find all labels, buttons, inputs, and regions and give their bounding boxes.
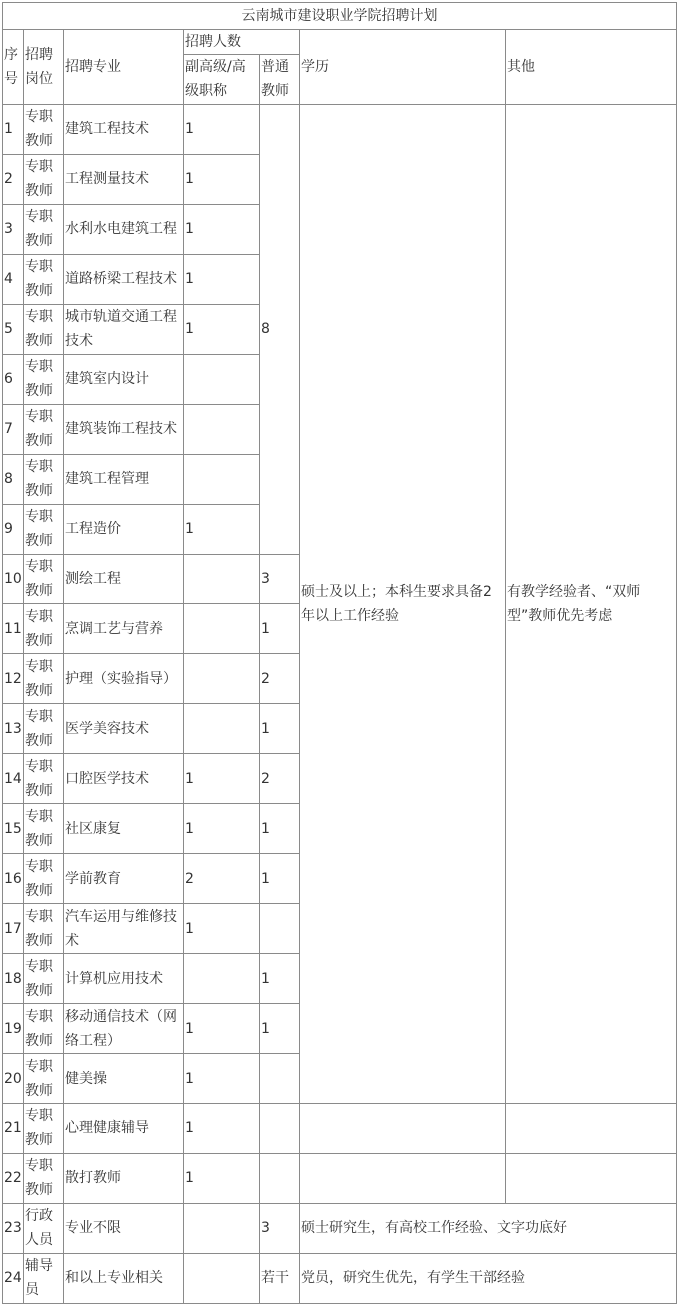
row-major: 水利水电建筑工程 xyxy=(64,204,184,254)
row-position: 专职教师 xyxy=(24,404,64,454)
row-senior-count xyxy=(184,604,260,654)
row-major: 计算机应用技术 xyxy=(64,954,184,1004)
row-senior-count xyxy=(184,454,260,504)
row-index: 18 xyxy=(3,954,24,1004)
row-senior-count xyxy=(184,654,260,704)
row-position: 专职教师 xyxy=(24,904,64,954)
row-index: 6 xyxy=(3,354,24,404)
regular-count-group: 8 xyxy=(260,104,300,554)
table-body xyxy=(3,3,677,1304)
row-index: 15 xyxy=(3,804,24,854)
header-regular: 普通教师 xyxy=(260,54,300,104)
row-regular-count xyxy=(260,1153,300,1203)
row-senior-count xyxy=(184,404,260,454)
row-senior-count xyxy=(184,1253,260,1303)
row-major: 心理健康辅导 xyxy=(64,1104,184,1154)
row-index: 3 xyxy=(3,204,24,254)
row-position: 专职教师 xyxy=(24,954,64,1004)
table-row xyxy=(3,1104,677,1154)
row-regular-count: 2 xyxy=(260,654,300,704)
row-regular-count: 1 xyxy=(260,954,300,1004)
row-position: 专职教师 xyxy=(24,804,64,854)
row-major: 建筑工程技术 xyxy=(64,104,184,154)
header-other: 其他 xyxy=(506,29,677,104)
row-position: 专职教师 xyxy=(24,1004,64,1054)
row-major: 烹调工艺与营养 xyxy=(64,604,184,654)
row-senior-count: 1 xyxy=(184,1054,260,1104)
row-senior-count: 1 xyxy=(184,754,260,804)
row-major: 学前教育 xyxy=(64,854,184,904)
row-major: 汽车运用与维修技术 xyxy=(64,904,184,954)
table-row xyxy=(3,1253,677,1303)
row-position: 专职教师 xyxy=(24,304,64,354)
row-regular-count: 1 xyxy=(260,1004,300,1054)
row-major: 护理（实验指导） xyxy=(64,654,184,704)
row-major: 健美操 xyxy=(64,1054,184,1104)
row-index: 20 xyxy=(3,1054,24,1104)
row-position: 专职教师 xyxy=(24,454,64,504)
row-position: 辅导员 xyxy=(24,1253,64,1303)
row-position: 专职教师 xyxy=(24,104,64,154)
row-senior-count xyxy=(184,354,260,404)
row-index: 8 xyxy=(3,454,24,504)
row-index: 7 xyxy=(3,404,24,454)
row-index: 23 xyxy=(3,1203,24,1253)
row-index: 13 xyxy=(3,704,24,754)
recruitment-table xyxy=(2,2,677,1304)
row-senior-count xyxy=(184,704,260,754)
row-major: 散打教师 xyxy=(64,1153,184,1203)
row-position: 专职教师 xyxy=(24,554,64,604)
row-regular-count: 3 xyxy=(260,1203,300,1253)
row-index: 2 xyxy=(3,154,24,204)
row-regular-count: 1 xyxy=(260,804,300,854)
other-requirement-empty xyxy=(506,1153,677,1203)
row-position: 专职教师 xyxy=(24,754,64,804)
row-index: 22 xyxy=(3,1153,24,1203)
row-major: 口腔医学技术 xyxy=(64,754,184,804)
row-position: 专职教师 xyxy=(24,154,64,204)
row-index: 16 xyxy=(3,854,24,904)
education-requirement-admin: 硕士研究生，有高校工作经验、文字功底好 xyxy=(300,1203,677,1253)
row-major: 医学美容技术 xyxy=(64,704,184,754)
table-row xyxy=(3,1153,677,1203)
row-major: 社区康复 xyxy=(64,804,184,854)
row-position: 专职教师 xyxy=(24,254,64,304)
header-position: 招聘岗位 xyxy=(24,29,64,104)
row-position: 专职教师 xyxy=(24,654,64,704)
row-regular-count: 2 xyxy=(260,754,300,804)
row-position: 专职教师 xyxy=(24,854,64,904)
row-position: 专职教师 xyxy=(24,1104,64,1154)
row-senior-count: 1 xyxy=(184,254,260,304)
row-major: 测绘工程 xyxy=(64,554,184,604)
row-index: 10 xyxy=(3,554,24,604)
row-senior-count: 2 xyxy=(184,854,260,904)
row-senior-count: 1 xyxy=(184,304,260,354)
row-position: 专职教师 xyxy=(24,504,64,554)
row-regular-count: 3 xyxy=(260,554,300,604)
education-requirement-counselor: 党员，研究生优先，有学生干部经验 xyxy=(300,1253,677,1303)
table-row xyxy=(3,104,677,154)
row-major: 工程造价 xyxy=(64,504,184,554)
row-major: 移动通信技术（网络工程） xyxy=(64,1004,184,1054)
table-row xyxy=(3,1203,677,1253)
row-regular-count: 1 xyxy=(260,704,300,754)
row-major: 和以上专业相关 xyxy=(64,1253,184,1303)
row-regular-count xyxy=(260,1054,300,1104)
table-title: 云南城市建设职业学院招聘计划 xyxy=(3,3,677,30)
row-regular-count xyxy=(260,904,300,954)
row-major: 工程测量技术 xyxy=(64,154,184,204)
row-regular-count: 1 xyxy=(260,854,300,904)
header-senior: 副高级/高级职称 xyxy=(184,54,260,104)
row-position: 专职教师 xyxy=(24,604,64,654)
row-position: 专职教师 xyxy=(24,1153,64,1203)
row-regular-count: 1 xyxy=(260,604,300,654)
row-index: 12 xyxy=(3,654,24,704)
row-senior-count: 1 xyxy=(184,1004,260,1054)
row-index: 21 xyxy=(3,1104,24,1154)
row-senior-count: 1 xyxy=(184,104,260,154)
row-senior-count: 1 xyxy=(184,804,260,854)
row-position: 行政人员 xyxy=(24,1203,64,1253)
row-senior-count xyxy=(184,954,260,1004)
row-senior-count: 1 xyxy=(184,154,260,204)
row-major: 城市轨道交通工程技术 xyxy=(64,304,184,354)
row-major: 建筑装饰工程技术 xyxy=(64,404,184,454)
header-education: 学历 xyxy=(300,29,506,104)
education-requirement: 硕士及以上；本科生要求具备2年以上工作经验 xyxy=(300,104,506,1103)
header-count-group: 招聘人数 xyxy=(184,29,300,54)
other-requirement: 有教学经验者、“双师型”教师优先考虑 xyxy=(506,104,677,1103)
row-index: 14 xyxy=(3,754,24,804)
row-major: 建筑室内设计 xyxy=(64,354,184,404)
row-index: 9 xyxy=(3,504,24,554)
row-index: 1 xyxy=(3,104,24,154)
row-index: 24 xyxy=(3,1253,24,1303)
row-senior-count xyxy=(184,1203,260,1253)
row-major: 建筑工程管理 xyxy=(64,454,184,504)
row-major: 道路桥梁工程技术 xyxy=(64,254,184,304)
row-position: 专职教师 xyxy=(24,354,64,404)
row-position: 专职教师 xyxy=(24,704,64,754)
row-senior-count: 1 xyxy=(184,1104,260,1154)
row-index: 5 xyxy=(3,304,24,354)
header-major: 招聘专业 xyxy=(64,29,184,104)
row-index: 17 xyxy=(3,904,24,954)
header-index: 序号 xyxy=(3,29,24,104)
other-requirement-empty xyxy=(506,1104,677,1154)
row-index: 11 xyxy=(3,604,24,654)
education-requirement-empty xyxy=(300,1153,506,1203)
row-index: 19 xyxy=(3,1004,24,1054)
row-regular-count: 若干 xyxy=(260,1253,300,1303)
row-regular-count xyxy=(260,1104,300,1154)
row-senior-count: 1 xyxy=(184,1153,260,1203)
row-senior-count xyxy=(184,554,260,604)
row-senior-count: 1 xyxy=(184,904,260,954)
row-major: 专业不限 xyxy=(64,1203,184,1253)
row-senior-count: 1 xyxy=(184,204,260,254)
row-position: 专职教师 xyxy=(24,1054,64,1104)
row-senior-count: 1 xyxy=(184,504,260,554)
row-index: 4 xyxy=(3,254,24,304)
row-position: 专职教师 xyxy=(24,204,64,254)
education-requirement-empty xyxy=(300,1104,506,1154)
